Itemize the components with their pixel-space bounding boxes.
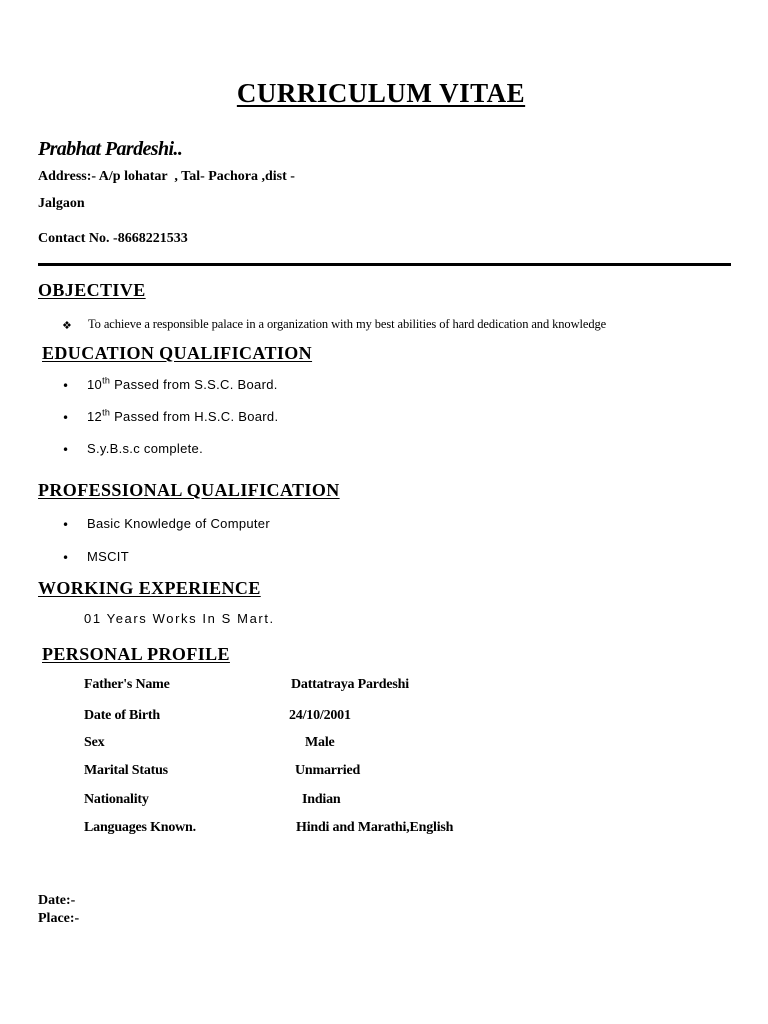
profile-label-languages: Languages Known. <box>84 820 196 835</box>
professional-item <box>62 549 129 567</box>
bullet-icon: • <box>62 411 70 425</box>
professional-item <box>62 516 270 534</box>
profile-label-marital-status: Marital Status <box>84 763 168 778</box>
education-item-text: 12th Passed from H.S.C. Board. <box>87 407 279 424</box>
place-label: Place:- <box>38 911 80 926</box>
profile-label-sex: Sex <box>84 735 105 750</box>
date-label: Date:- <box>38 893 76 908</box>
header-divider <box>38 263 731 266</box>
bullet-icon: • <box>62 443 70 457</box>
objective-text: To achieve a responsible palace in a organization with my best abilities of hard dedication and knowledge <box>88 317 607 331</box>
profile-label-nationality: Nationality <box>84 792 149 807</box>
contact-number: Contact No. -8668221533 <box>38 231 188 246</box>
education-item-text: 10th Passed from S.S.C. Board. <box>87 375 278 392</box>
education-item <box>62 407 279 427</box>
education-item-text: S.y.B.s.c complete. <box>87 441 203 456</box>
diamond-bullet-icon: ❖ <box>62 319 72 332</box>
bullet-icon: • <box>62 551 70 565</box>
objective-heading: OBJECTIVE <box>38 280 146 300</box>
bullet-icon: • <box>62 518 70 532</box>
professional-item-text: Basic Knowledge of Computer <box>87 516 270 531</box>
profile-value-marital-status: Unmarried <box>295 763 361 778</box>
profile-label-fathers-name: Father's Name <box>84 677 170 692</box>
profile-value-nationality: Indian <box>302 792 341 807</box>
document-title: CURRICULUM VITAE <box>236 78 526 108</box>
education-item <box>62 441 203 459</box>
address-line-1: Address:- A/p lohatar , Tal- Pachora ,dist - <box>38 169 295 184</box>
education-item <box>62 375 278 395</box>
experience-heading: WORKING EXPERIENCE <box>38 578 261 598</box>
education-heading: EDUCATION QUALIFICATION <box>42 343 313 363</box>
address-line-2: Jalgaon <box>38 196 85 211</box>
objective-item <box>62 316 607 334</box>
professional-item-text: MSCIT <box>87 549 129 564</box>
profile-label-date-of-birth: Date of Birth <box>84 708 160 723</box>
profile-value-languages: Hindi and Marathi,English <box>296 820 454 835</box>
candidate-name: Prabhat Pardeshi.. <box>38 138 183 160</box>
personal-profile-heading: PERSONAL PROFILE <box>42 644 230 664</box>
bullet-icon: • <box>62 379 70 393</box>
profile-value-fathers-name: Dattatraya Pardeshi <box>291 677 409 692</box>
experience-text: 01 Years Works In S Mart. <box>84 611 275 626</box>
profile-value-date-of-birth: 24/10/2001 <box>289 708 351 723</box>
profile-value-sex: Male <box>305 735 335 750</box>
professional-heading: PROFESSIONAL QUALIFICATION <box>38 480 340 500</box>
